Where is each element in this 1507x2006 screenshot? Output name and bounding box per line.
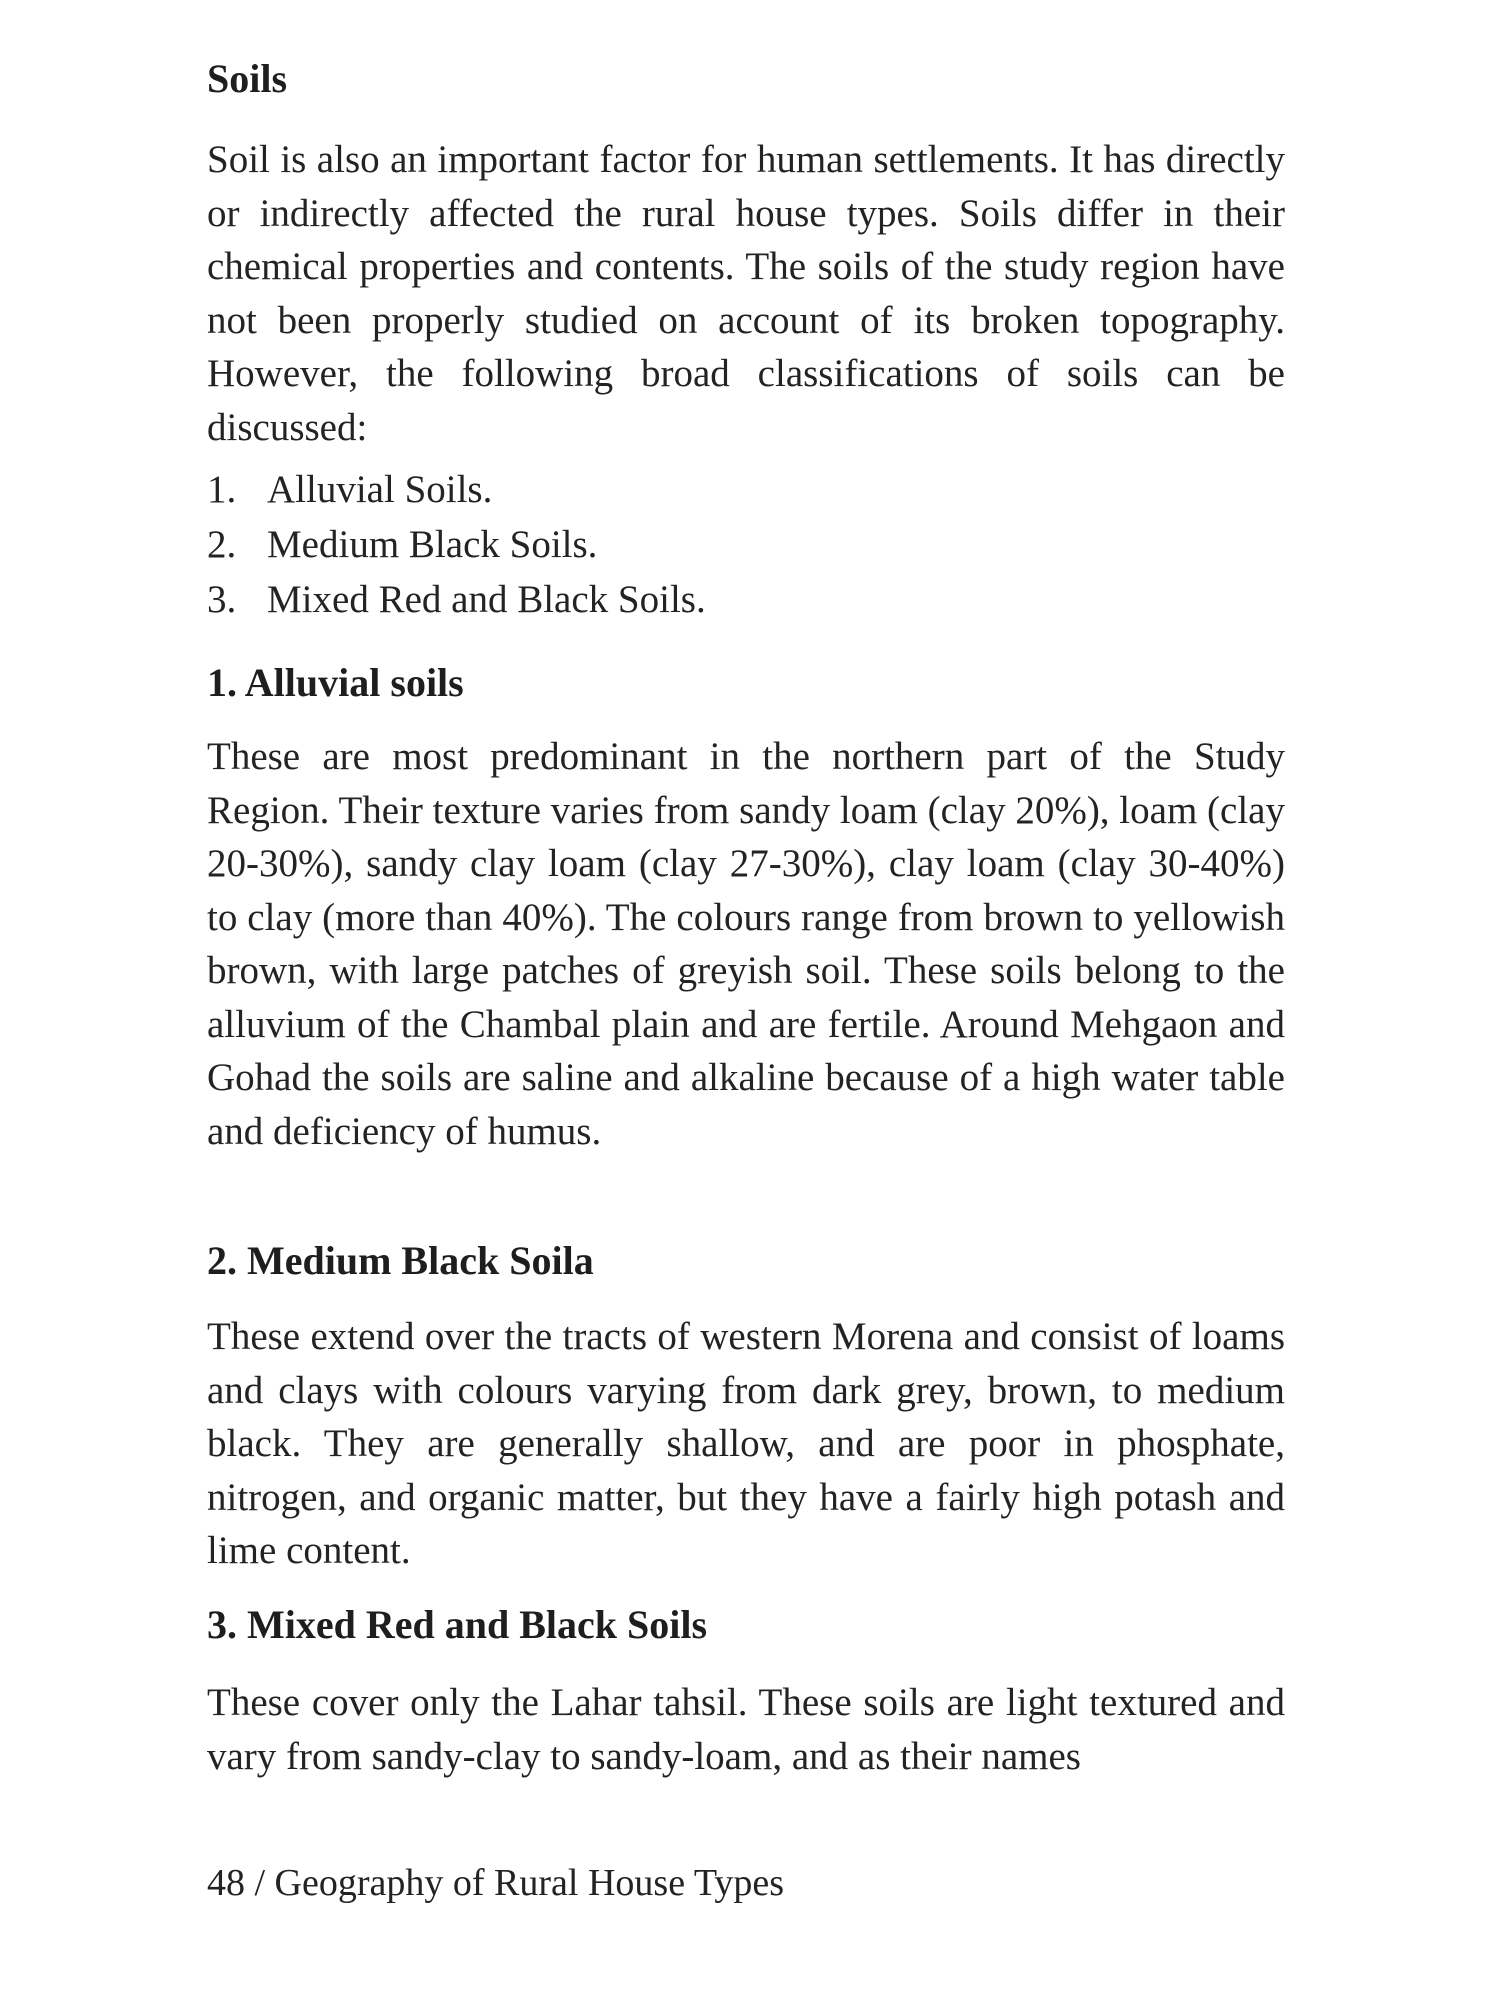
page-footer: 48 / Geography of Rural House Types — [207, 1862, 785, 1904]
section-title: Soils — [207, 56, 288, 101]
subsection-title-mixed-red-black: 3. Mixed Red and Black Soils — [207, 1602, 708, 1647]
subsection-title-medium-black: 2. Medium Black Soila — [207, 1238, 594, 1283]
soil-list — [207, 462, 706, 627]
list-item: 2. Medium Black Soils. — [207, 523, 598, 566]
subsection-text-alluvial: These are most predominant in the northern part of the Study Region. Their texture varies from sandy loam (clay 20%), loam (clay 20-30%), sandy clay loam (clay 27-30%), clay loam (clay 30-40%) to clay (more than 40%). The colours range from brown to yellowish brown, with large patches of greyish soil. These soils belong to the alluvium of the Chambal plain and are fertile. Around Mehgaon and Gohad the soils are saline and alkaline because of a high water table and deficiency of humus. — [207, 735, 1285, 1153]
subsection-text-mixed-red-black: These cover only the Lahar tahsil. These soils are light textured and vary from sandy-clay to sandy-loam, and as their names — [207, 1681, 1285, 1778]
intro-paragraph: Soil is also an important factor for human settlements. It has directly or indirectly affected the rural house types. Soils differ in their chemical properties and contents. The soils of the study region have not been properly studied on account of its broken topography. However, the following broad classifications of soils can be discussed: — [207, 138, 1285, 449]
list-item: 1. Alluvial Soils. — [207, 468, 493, 511]
subsection-title-alluvial: 1. Alluvial soils — [207, 660, 464, 705]
subsection-text-medium-black: These extend over the tracts of western Morena and consist of loams and clays with colours varying from dark grey, brown, to medium black. They are generally shallow, and are poor in phosphate, nitrogen, and organic matter, but they have a fairly high potash and lime content. — [207, 1315, 1285, 1572]
list-item: 3. Mixed Red and Black Soils. — [207, 578, 706, 621]
